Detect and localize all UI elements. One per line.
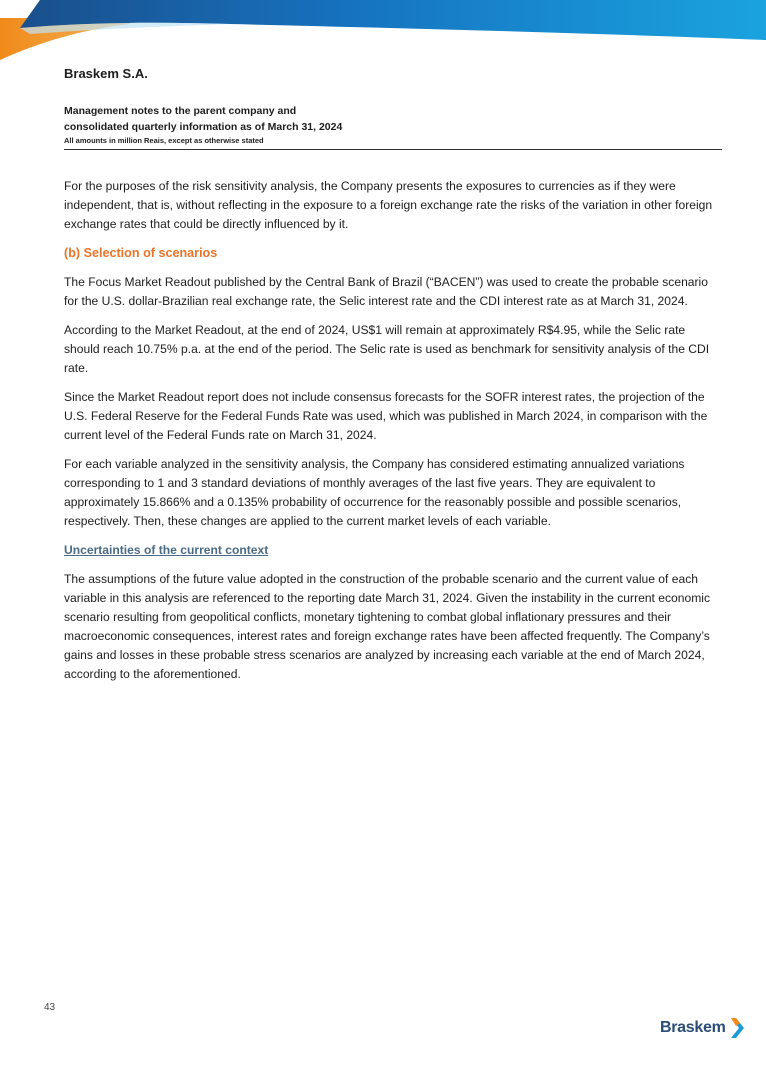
paragraph-std-deviations: For each variable analyzed in the sensitivity analysis, the Company has considered estimating annualized variations corresponding to 1 and 3 standard deviations of monthly averages of the last five years. They are equivalent to approximately 15.866% and a 0.135% probability of occurrence for the reasonably possible and possible scenarios, respectively. Then, these changes are applied to the current market levels of each variable. <box>64 457 685 528</box>
header-subtitle-line1: Management notes to the parent company and <box>64 105 297 117</box>
header-subtitle-line2: consolidated quarterly information as of March 31, 2024 <box>64 121 343 133</box>
intro-paragraph: For the purposes of the risk sensitivity analysis, the Company presents the exposures to currencies as if they were independent, that is, without reflecting in the exposure to a foreign exchange rate the risks of the variation in other foreign exchange rates that could be directly influenced by it. <box>64 179 713 231</box>
subheading-uncertainties: Uncertainties of the current context <box>64 543 269 557</box>
section-title: (b) Selection of scenarios <box>64 246 218 260</box>
company-name: Braskem S.A. <box>64 66 148 81</box>
braskem-logo <box>660 1016 745 1040</box>
logo-chevron-icon <box>729 1016 745 1040</box>
page-number: 43 <box>44 1002 56 1013</box>
paragraph-focus-readout: The Focus Market Readout published by the Central Bank of Brazil (“BACEN”) was used to create the probable scenario for the U.S. dollar-Brazilian real exchange rate, the Selic interest rate and the CDI interest rate as at March 31, 2024. <box>64 275 708 308</box>
logo-text: Braskem <box>660 1019 726 1036</box>
header-divider <box>64 149 722 150</box>
paragraph-market-readout: According to the Market Readout, at the end of 2024, US$1 will remain at approximately R$4.95, while the Selic rate should reach 10.75% p.a. at the end of the period. The Selic rate is used as benchmark for sensitivity analysis of the CDI rate. <box>64 323 710 375</box>
paragraph-uncertainties: The assumptions of the future value adopted in the construction of the probable scenario and the current value of each variable in this analysis are referenced to the reporting date March 31, 2024. Given the instability in the current economic scenario resulting from geopolitical conflicts, monetary tightening to combat global inflationary pressures and their macroeconomic consequences, interest rates and foreign exchange rates have been affected frequently. The Company’s gains and losses in these probable stress scenarios are analyzed by increasing each variable at the end of March 2024, according to the aforementioned. <box>64 572 711 681</box>
paragraph-sofr: Since the Market Readout report does not include consensus forecasts for the SOFR interest rates, the projection of the U.S. Federal Reserve for the Federal Funds Rate was used, which was published in March 2024, in comparison with the current level of the Federal Funds rate on March 31, 2024. <box>64 390 708 442</box>
document-body <box>64 177 724 694</box>
header-subtitle-line3: All amounts in million Reais, except as otherwise stated <box>64 136 264 145</box>
document-header <box>64 66 722 146</box>
